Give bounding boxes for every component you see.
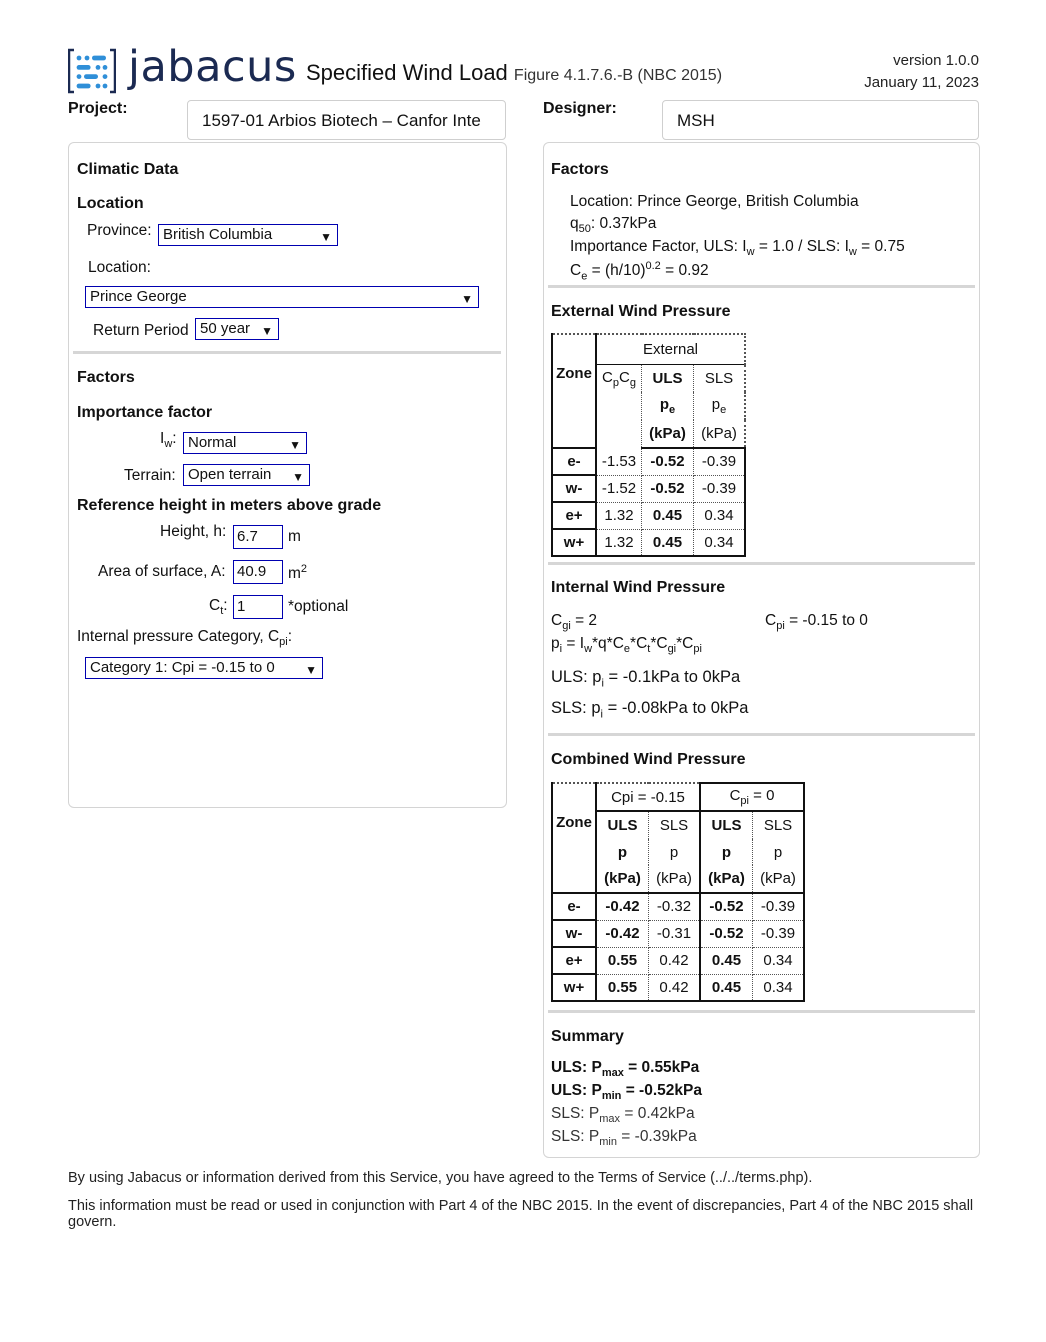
sls-pi-value: = -0.08kPa to 0kPa (607, 699, 749, 717)
province-label: Province: (87, 222, 152, 239)
sls-cell: -0.39 (753, 893, 805, 920)
zone-cell: e- (552, 893, 596, 920)
uls-cell: -0.42 (596, 893, 649, 920)
cpcg-g: g (629, 376, 636, 389)
return-period-select[interactable] (195, 318, 279, 340)
table-row (552, 475, 745, 502)
importance-c: = 0.75 (856, 238, 905, 255)
sls-pe-header (694, 392, 746, 420)
table-row (552, 920, 804, 947)
chevron-down-icon: ▼ (461, 292, 473, 306)
chevron-down-icon: ▼ (289, 438, 301, 452)
factors-heading: Factors (77, 369, 135, 386)
ce-sup: 0.2 (645, 260, 661, 272)
cpi-value: = -0.15 to 0 (789, 612, 868, 629)
location-line: Location: Prince George, British Columbia (570, 193, 859, 210)
chevron-down-icon: ▼ (320, 230, 332, 244)
uls-pe-sub: e (669, 404, 676, 416)
area-unit (288, 563, 307, 583)
internal-category-select[interactable] (85, 657, 323, 679)
external-group-header (596, 334, 745, 364)
ce-c: = 0.92 (660, 262, 709, 280)
ct-optional-note: *optional (288, 598, 349, 615)
chevron-down-icon: ▼ (292, 470, 304, 484)
province-select[interactable] (158, 224, 338, 246)
sls-p-2: p (753, 839, 805, 865)
terms-footer: By using Jabacus or information derived from this Service, you have agreed to the Terms of Service (../../terms.php). (68, 1170, 813, 1186)
uls-p-2: p (700, 839, 753, 865)
summary-heading: Summary (551, 1028, 624, 1045)
iw-label: $I_w$: (160, 430, 177, 451)
cpcg-cell: 1.32 (596, 529, 642, 556)
version-info (864, 50, 979, 94)
uls-cell: 0.45 (700, 974, 753, 1001)
importance-a: Importance Factor, ULS: I (570, 238, 747, 255)
uls-pmin-line: ULS: $P_{min} = -0.52kPa$ (551, 1082, 702, 1103)
zone-cell: w+ (552, 974, 596, 1001)
sls-cell: -0.32 (649, 893, 701, 920)
sls-cell: 0.42 (649, 947, 701, 974)
uls-header-1: ULS (596, 811, 649, 839)
sls-pmax-line: SLS: $P_{max} = 0.42kPa$ (551, 1105, 695, 1126)
sls-unit-1: (kPa) (649, 865, 701, 893)
ct-label-main: C (209, 597, 221, 614)
designer-label: Designer: (543, 100, 617, 117)
q50-label: q (570, 215, 579, 232)
sls-cell: -0.39 (753, 920, 805, 947)
zone-header-text: Zone (556, 365, 592, 382)
pi-formula: $p_i = I_w*q*C_e*C_t*C_{gi}*C_{pi}$ (551, 635, 702, 656)
cpcg-c: C (602, 368, 613, 386)
logo-text: jabacus (128, 42, 297, 92)
uls-header: ULS (642, 364, 694, 392)
ce-a: C (570, 262, 582, 280)
climatic-heading: Climatic Data (77, 161, 179, 178)
sls-pi-line: SLS: $p_i = -0.08kPa$ to 0kPa (551, 699, 749, 721)
area-label: Area of surface, A: (98, 563, 226, 580)
zone-cell: e+ (552, 502, 596, 529)
right-factors-heading: Factors (551, 161, 609, 178)
location-select[interactable] (85, 286, 479, 308)
designer-input[interactable]: MSH (662, 100, 979, 140)
table-row (552, 783, 804, 811)
iw-label-sub: w (164, 438, 173, 451)
external-heading: External Wind Pressure (551, 303, 731, 320)
return-period-label: Return Period (93, 322, 189, 339)
uls-cell: 0.45 (642, 502, 694, 529)
importance-value: Normal (188, 434, 237, 451)
height-input[interactable]: 6.7 (233, 525, 283, 549)
sls-cell: 0.34 (694, 529, 746, 556)
project-input[interactable]: 1597-01 Arbios Biotech – Canfor Inte (187, 100, 506, 140)
uls-pi-value: = -0.1kPa to 0kPa (608, 668, 741, 686)
divider (548, 285, 975, 288)
terrain-value: Open terrain (188, 466, 272, 483)
uls-cell: -0.52 (700, 920, 753, 947)
page-title (306, 60, 722, 86)
iw-label-main: I (160, 430, 165, 447)
date-label: January 11, 2023 (864, 74, 979, 91)
sls-header-2: SLS (753, 811, 805, 839)
ct-label: $C_t$: (209, 597, 228, 618)
height-unit: m (288, 528, 301, 545)
uls-header-2: ULS (700, 811, 753, 839)
sls-cell: -0.39 (694, 475, 746, 502)
uls-pmax-value: = 0.55kPa (628, 1059, 700, 1076)
sls-unit: (kPa) (694, 420, 746, 448)
q50-line: $q_{50}$: 0.37kPa (570, 215, 657, 236)
internal-heading: Internal Wind Pressure (551, 579, 726, 596)
title-subtitle: Figure 4.1.7.6.-B (NBC 2015) (513, 67, 723, 84)
sls-pe: p (711, 396, 721, 413)
area-input[interactable]: 40.9 (233, 560, 283, 584)
sls-pe-sub: e (720, 404, 727, 416)
importance-heading: Importance factor (77, 404, 213, 421)
internal-category-value: Category 1: Cpi = -0.15 to 0 (90, 659, 275, 676)
internal-category-sub: pi (279, 636, 288, 649)
location-value: Prince George (90, 288, 187, 305)
cpcg-header (596, 364, 642, 448)
uls-unit-2: (kPa) (700, 865, 753, 893)
cpi0-b: = 0 (748, 787, 775, 804)
cpi0-sub: pi (740, 795, 749, 807)
uls-cell: -0.52 (642, 448, 694, 475)
internal-category-label: Internal pressure Category, $C_{pi}$: (77, 628, 293, 649)
area-unit-sup: 2 (300, 563, 308, 575)
divider (73, 351, 501, 354)
sls-pmin-value: = -0.39kPa (621, 1128, 697, 1145)
sls-p-1: p (649, 839, 701, 865)
version-label: version 1.0.0 (893, 52, 979, 69)
uls-pe: p (659, 396, 670, 413)
table-row (552, 893, 804, 920)
zone-header (552, 334, 596, 448)
area-unit-main: m (288, 565, 301, 583)
sls-unit-2: (kPa) (753, 865, 805, 893)
cpi0-a: C (729, 787, 741, 804)
ce-line (570, 260, 709, 282)
zone-header-text: Zone (556, 814, 592, 831)
table-row (552, 502, 745, 529)
table-row (552, 974, 804, 1001)
sls-pmin-line: SLS: $P_{min} = -0.39kPa$ (551, 1128, 697, 1149)
table-row (552, 529, 745, 556)
sls-header-1: SLS (649, 811, 701, 839)
importance-b: = 1.0 / SLS: I (754, 238, 849, 255)
divider (548, 733, 975, 736)
jabacus-logo-icon (68, 48, 116, 99)
sls-header: SLS (694, 364, 746, 392)
sls-cell: -0.39 (694, 448, 746, 475)
cpi-015-header: Cpi = -0.15 (596, 783, 700, 811)
uls-cell: 0.45 (700, 947, 753, 974)
importance-sub-uls: w (746, 246, 755, 259)
zone-cell: e+ (552, 947, 596, 974)
uls-cell: -0.52 (642, 475, 694, 502)
combined-pressure-table (551, 782, 805, 1002)
uls-unit-1: (kPa) (596, 865, 649, 893)
q50-value: 0.37kPa (599, 215, 657, 232)
sls-pmax-value: = 0.42kPa (624, 1105, 695, 1122)
cpi-line: $C_{pi} = -0.15$ to 0 (765, 612, 868, 633)
cpcg-p: p (612, 376, 619, 389)
uls-cell: 0.55 (596, 974, 649, 1001)
chevron-down-icon: ▼ (305, 663, 317, 677)
sls-cell: -0.31 (649, 920, 701, 947)
external-pressure-table (551, 333, 746, 557)
title-main: Specified Wind Load (306, 60, 508, 85)
sls-cell: 0.34 (753, 974, 805, 1001)
ct-input[interactable]: 1 (233, 595, 283, 619)
zone-cell: w+ (552, 529, 596, 556)
uls-pmin-value: = -0.52kPa (625, 1082, 702, 1099)
sls-cell: 0.42 (649, 974, 701, 1001)
ce-sub: e (581, 270, 588, 283)
height-label: Height, h: (160, 523, 227, 540)
terrain-label: Terrain: (124, 467, 176, 484)
zone-cell: e- (552, 448, 596, 475)
uls-cell: -0.52 (700, 893, 753, 920)
divider (548, 1010, 975, 1013)
sls-cell: 0.34 (753, 947, 805, 974)
return-period-value: 50 year (200, 320, 251, 337)
importance-sub-sls: w (848, 246, 857, 259)
height-heading: Reference height in meters above grade (77, 497, 382, 514)
table-row (552, 947, 804, 974)
uls-pi-line: ULS: $p_i = -0.1kPa$ to 0kPa (551, 668, 741, 690)
uls-pe-header (642, 392, 694, 420)
location-heading: Location (77, 195, 144, 212)
importance-select[interactable] (183, 432, 307, 454)
uls-unit: (kPa) (642, 420, 694, 448)
terrain-select[interactable] (183, 464, 310, 486)
zone-header (552, 783, 596, 893)
cpcg-cell: 1.32 (596, 502, 642, 529)
ct-label-sub: t (220, 605, 224, 618)
importance-line (570, 238, 905, 258)
combined-heading: Combined Wind Pressure (551, 751, 746, 768)
cgi-line: $C_{gi} = 2$ (551, 612, 598, 633)
divider (548, 562, 975, 565)
table-row (552, 448, 745, 475)
external-group-text: External (642, 340, 699, 358)
chevron-down-icon: ▼ (261, 324, 273, 338)
uls-cell: 0.55 (596, 947, 649, 974)
uls-cell: -0.42 (596, 920, 649, 947)
zone-cell: w- (552, 475, 596, 502)
cgi-value: = 2 (575, 612, 598, 629)
zone-cell: w- (552, 920, 596, 947)
ce-b: = (h/10) (587, 262, 646, 280)
cpcg-cell: -1.53 (596, 448, 642, 475)
uls-pmax-line: ULS: $P_{max} = 0.55kPa$ (551, 1059, 700, 1080)
uls-p-1: p (596, 839, 649, 865)
uls-cell: 0.45 (642, 529, 694, 556)
nbc-footer: This information must be read or used in conjunction with Part 4 of the NBC 2015. In the event of discrepancies, Part 4 of the NBC 2015 shall govern. (68, 1198, 974, 1230)
cpi-0-header (700, 783, 804, 811)
pi-formula-eq: = I (566, 635, 585, 652)
q50-sub: 50 (578, 223, 591, 236)
location-label: Location: (88, 259, 151, 276)
sls-cell: 0.34 (694, 502, 746, 529)
table-row (552, 334, 745, 364)
cpcg-cell: -1.52 (596, 475, 642, 502)
cpcg-c2: C (619, 368, 630, 386)
province-value: British Columbia (163, 226, 273, 243)
internal-category-main: Internal pressure Category, C (77, 628, 280, 645)
project-label: Project: (68, 100, 128, 117)
